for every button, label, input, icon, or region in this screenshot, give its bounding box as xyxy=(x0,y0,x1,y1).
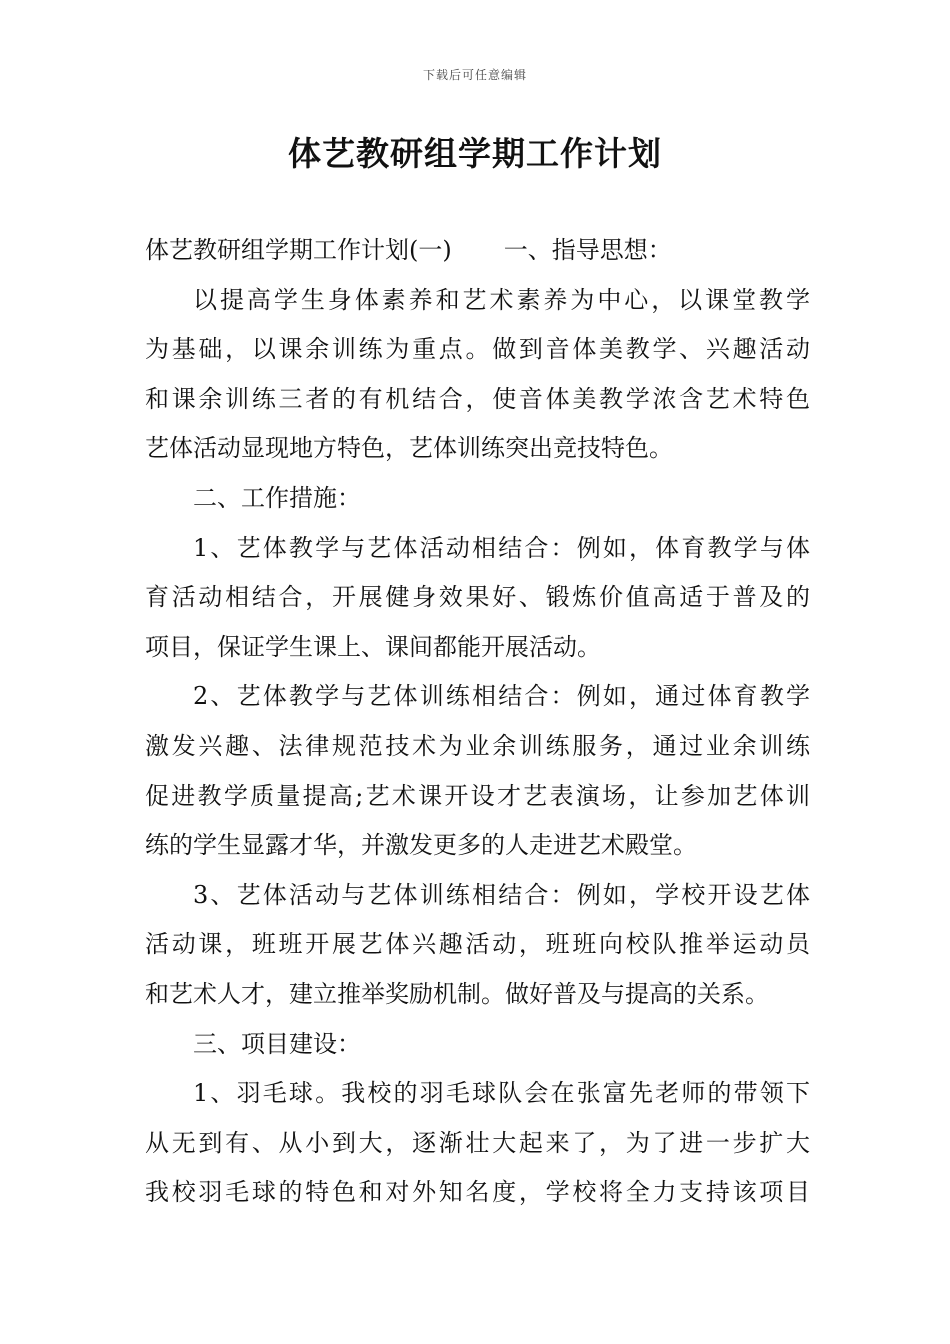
paragraph-line: 和艺术人才，建立推举奖励机制。做好普及与提高的关系。 xyxy=(145,979,769,1008)
paragraph-line: 育活动相结合，开展健身效果好、锻炼价值高适于普及的 xyxy=(145,583,810,612)
header-note: 下载后可任意编辑 xyxy=(422,68,527,82)
paragraph-line: 3、艺体活动与艺体训练相结合：例如，学校开设艺体 xyxy=(193,880,810,909)
paragraph-line: 促进教学质量提高;艺术课开设才艺表演场，让参加艺体训 xyxy=(145,781,810,810)
paragraph-line: 从无到有、从小到大，逐渐壮大起来了，为了进一步扩大 xyxy=(145,1128,810,1157)
paragraph-line: 我校羽毛球的特色和对外知名度，学校将全力支持该项目 xyxy=(145,1178,810,1207)
paragraph-line: 为基础，以课余训练为重点。做到音体美教学、兴趣活动 xyxy=(145,335,810,364)
intro-right-text: 一、指导思想： xyxy=(503,236,672,264)
paragraph-line: 激发兴趣、法律规范技术为业余训练服务，通过业余训练 xyxy=(145,731,810,760)
paragraph-line: 和课余训练三者的有机结合，使音体美教学浓含艺术特色 xyxy=(145,384,810,413)
paragraph-line: 艺体活动显现地方特色，艺体训练突出竞技特色。 xyxy=(145,434,673,463)
paragraph-line: 1、羽毛球。我校的羽毛球队会在张富先老师的带领下 xyxy=(193,1079,810,1108)
paragraph-line: 1、艺体教学与艺体活动相结合：例如，体育教学与体 xyxy=(193,533,810,562)
paragraph-line: 项目，保证学生课上、课间都能开展活动。 xyxy=(145,632,601,661)
paragraph-line: 活动课，班班开展艺体兴趣活动，班班向校队推举运动员 xyxy=(145,930,810,959)
document-body xyxy=(145,226,810,1218)
section-heading: 二、工作措施： xyxy=(193,483,361,512)
intro-left-text: 体艺教研组学期工作计划(一) xyxy=(145,236,452,264)
paragraph-line: 以提高学生身体素养和艺术素养为中心，以课堂教学 xyxy=(193,285,810,314)
paragraph-line: 2、艺体教学与艺体训练相结合：例如，通过体育教学 xyxy=(193,682,810,711)
section-heading: 三、项目建设： xyxy=(193,1029,361,1058)
intro-line xyxy=(145,226,810,276)
paragraph-line: 练的学生显露才华，并激发更多的人走进艺术殿堂。 xyxy=(145,831,697,860)
document-title: 体艺教研组学期工作计划 xyxy=(288,134,662,173)
